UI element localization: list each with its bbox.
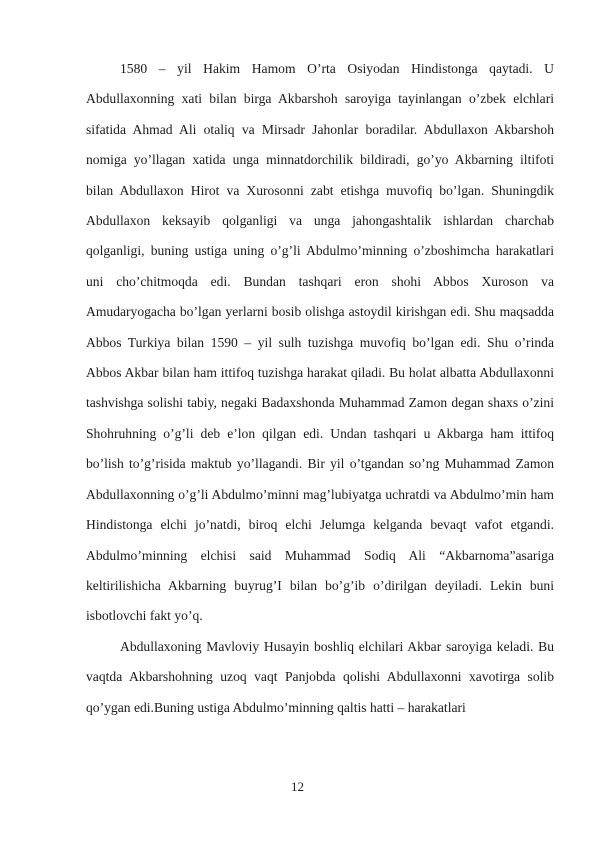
- page-number: 12: [291, 779, 304, 794]
- paragraph-2: Abdullaxoning Mavloviy Husayin boshliq elchilari Akbar saroyiga keladi. Bu vaqtda Akbarshohning uzoq vaqt Panjobda qolishi Abdullaxonni xavotirga solib qo’ygan edi.Buning ustiga Abdulmo’minning qaltis hatti – harakatlari: [86, 638, 554, 715]
- paragraph-1: 1580 – yil Hakim Hamom O’rta Osiyodan Hindistonga qaytadi. U Abdullaxonning xati bilan birga Akbarshoh saroyiga tayinlangan o’zbek elchlari sifatida Ahmad Ali otaliq va Mirsadr Jahonlar boradilar. Abdullaxon Akbarshoh nomiga yo’llagan xatida unga minnatdorchilik bildiradi, go’yo Akbarning iltifoti bilan Abdullaxon Hirot va Xurosonni zabt etishga muvofiq bo’lgan. Shuningdik Abdullaxon keksayib qolganligi va unga jahongashtalik ishlardan charchab qolganligi, buning ustiga uning o’g’li Abdulmo’minning o’zboshimcha harakatlari uni cho’chitmoqda edi. Bundan tashqari eron shohi Abbos Xuroson va Amudaryogacha bo’lgan yerlarni bosib olishga astoydil kirishgan edi. Shu maqsadda Abbos Turkiya bilan 1590 – yil sulh tuzishga muvofiq bo’lgan edi. Shu o’rinda Abbos Akbar bilan ham ittifoq tuzishga harakat qiladi. Bu holat albatta Abdullaxonni tashvishga solishi tabiy, negaki Badaxshonda Muhammad Zamon degan shaxs o’zini Shohruhning o’g’li deb e’lon qilgan edi. Undan tashqari u Akbarga ham ittifoq bo’lish to’g’risida maktub yo’llagandi. Bir yil o’tgandan so’ng Muhammad Zamon Abdullaxonning o’g’li Abdulmo’minni mag’lubiyatga uchratdi va Abdulmo’min ham Hindistonga elchi jo’natdi, biroq elchi Jelumga kelganda bevaqt vafot etgandi. Abdulmo’minning elchisi said Muhammad Sodiq Ali “Akbarnoma”asariga keltirilishicha Akbarning buyrug’I bilan bo’g’ib o’dirilgan deyiladi. Lekin buni isbotlovchi fakt yo’q.: [86, 61, 554, 624]
- document-body: [86, 54, 554, 723]
